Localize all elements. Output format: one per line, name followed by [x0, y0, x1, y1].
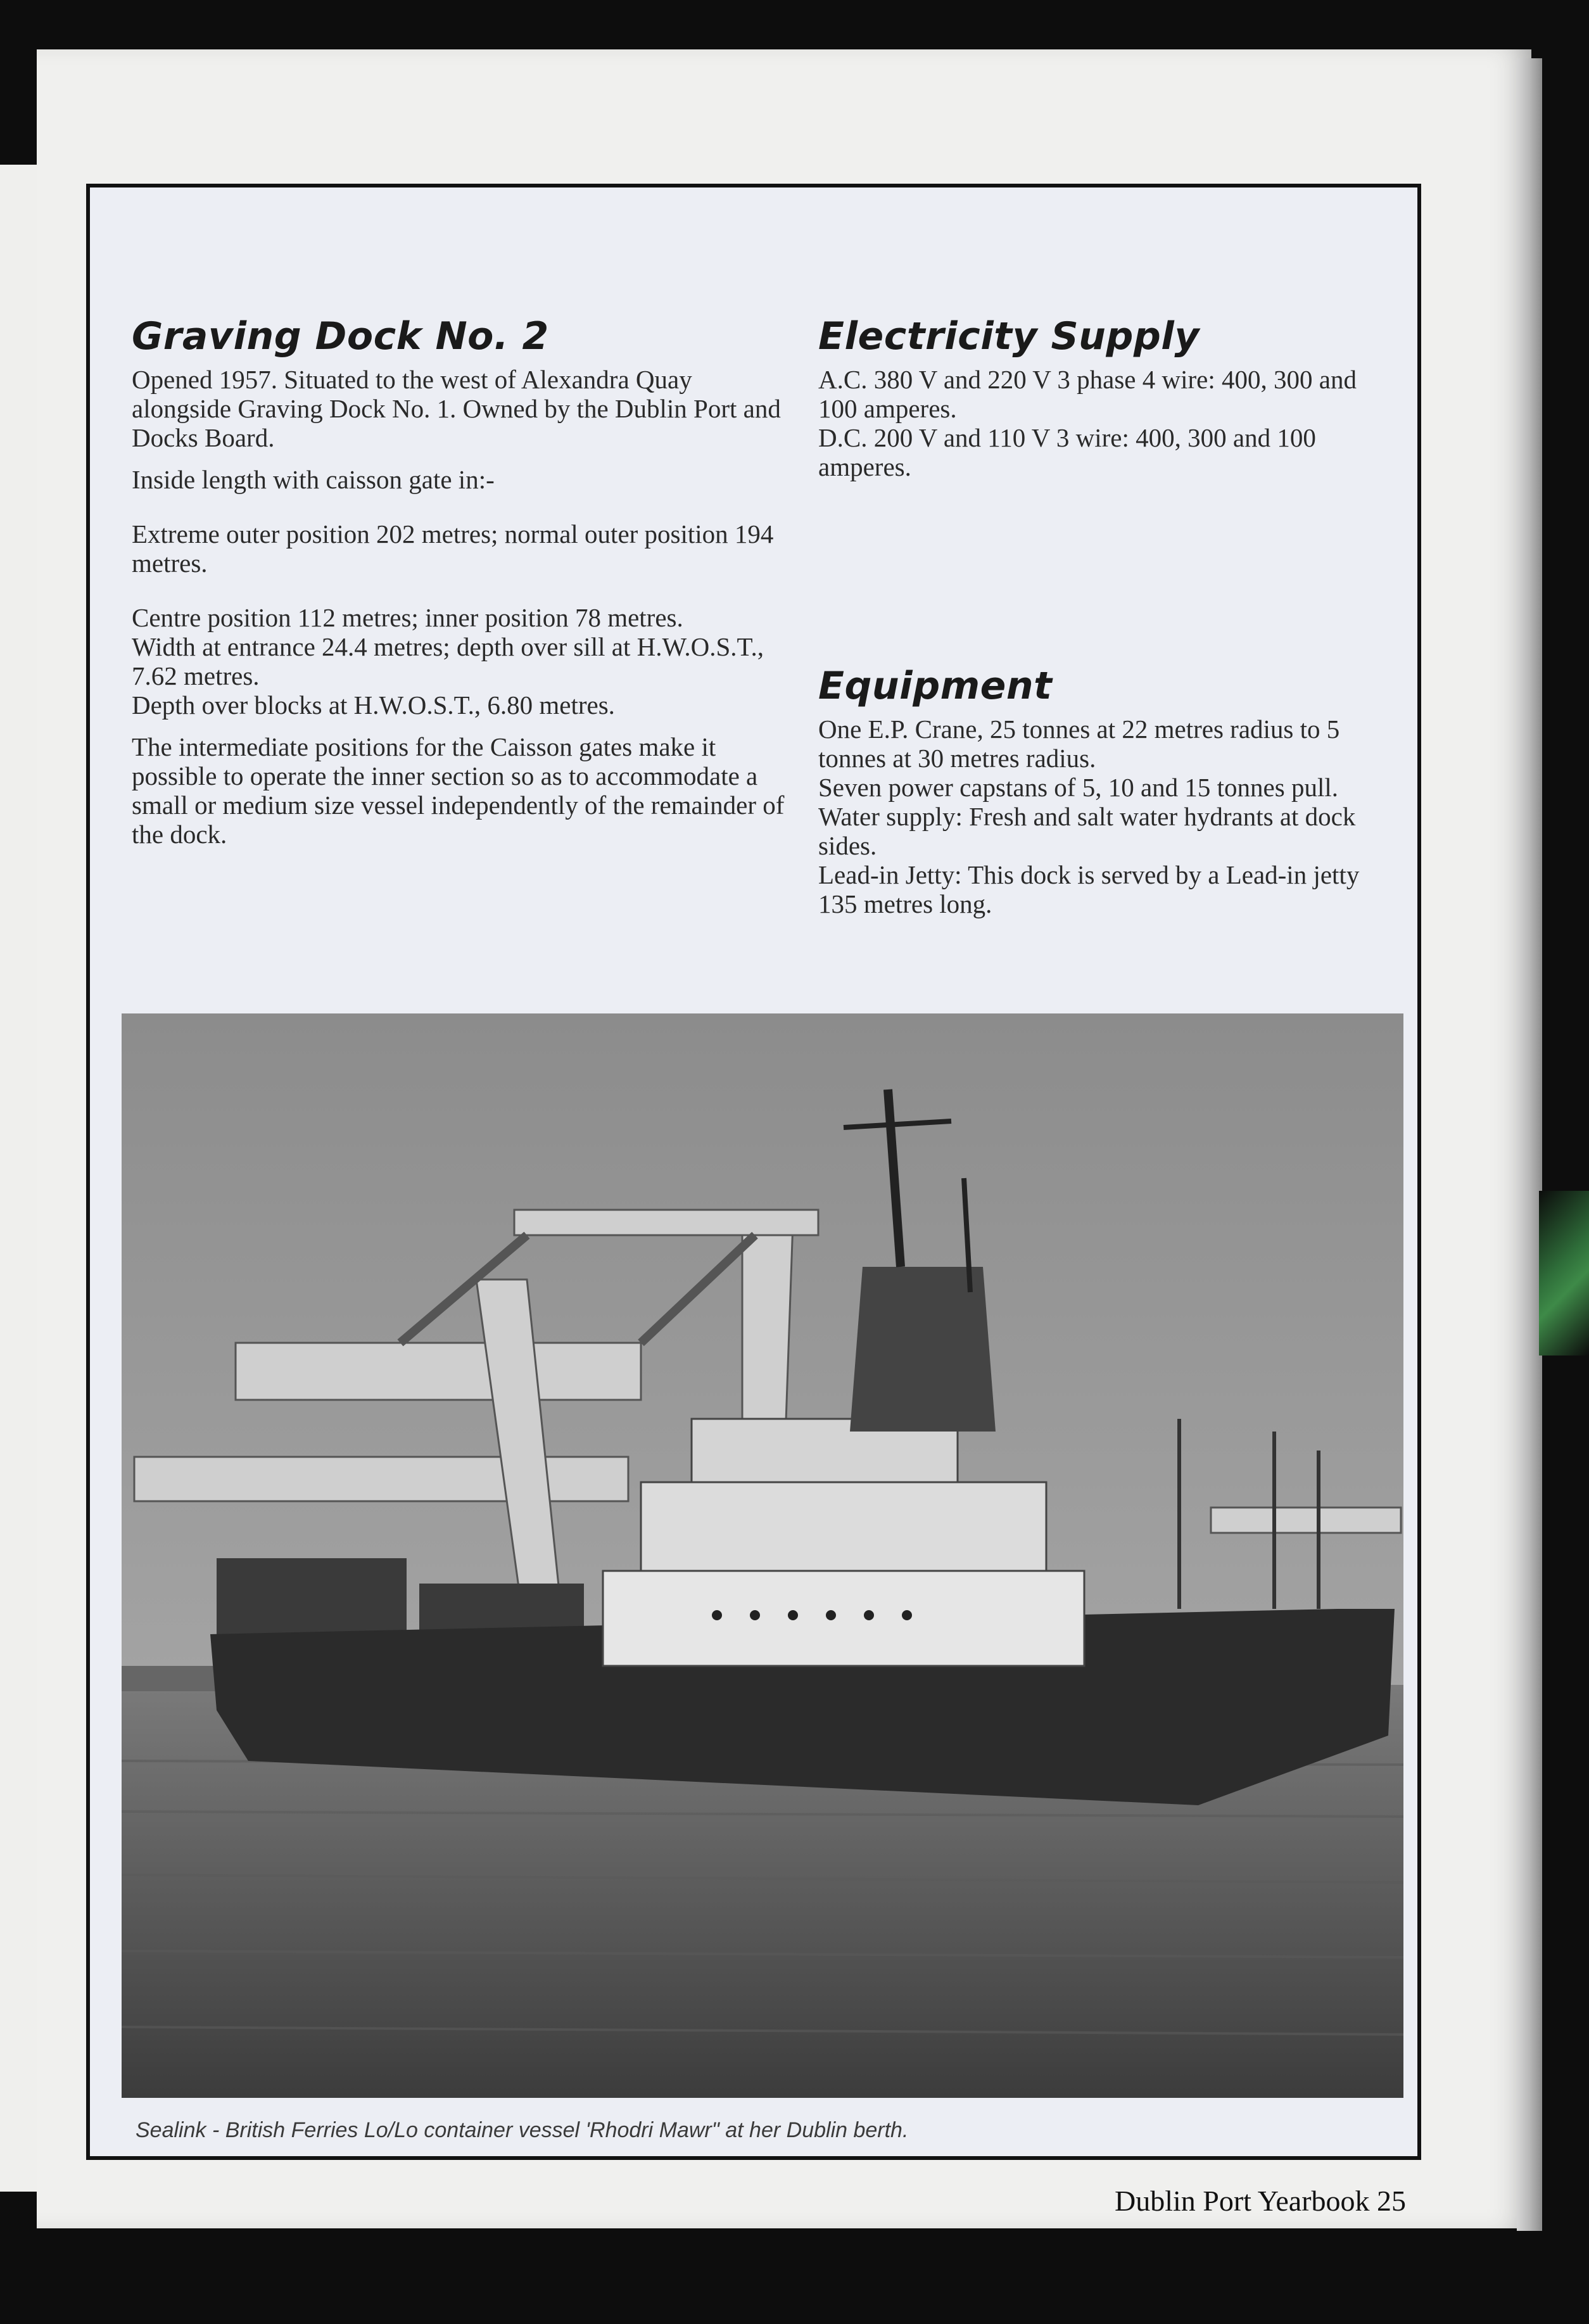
electricity-paragraph: D.C. 200 V and 110 V 3 wire: 400, 300 and 100 amperes. [818, 423, 1316, 481]
graving-dock-paragraph: Extreme outer position 202 metres; normal outer position 194 metres. [132, 519, 774, 578]
equipment-section [818, 664, 1376, 931]
content-frame [86, 184, 1421, 2160]
page-footer: Dublin Port Yearbook 25 [1115, 2185, 1407, 2217]
facing-page-edge [0, 165, 39, 2192]
background-green-strip [1539, 1191, 1589, 1356]
graving-dock-paragraph: Opened 1957. Situated to the west of Alexandra Quay alongside Graving Dock No. 1. Owned by the Dublin Port and Docks Board. [132, 365, 781, 452]
graving-dock-paragraph: Width at entrance 24.4 metres; depth over sill at H.W.O.S.T., 7.62 metres. [132, 632, 764, 690]
graving-dock-paragraph: The intermediate positions for the Caisson gates make it possible to operate the inner section so as to accommodate a small or medium size vessel independently of the remainder of the dock. [132, 732, 785, 849]
graving-dock-paragraph: Inside length with caisson gate in:- [132, 465, 495, 494]
photo-caption: Sealink - British Ferries Lo/Lo container vessel 'Rhodri Mawr" at her Dublin berth. [136, 2118, 909, 2142]
electricity-heading: Electricity Supply [818, 314, 1200, 359]
equipment-paragraph: Lead-in Jetty: This dock is served by a Lead-in jetty 135 metres long. [818, 860, 1360, 918]
page-edge-shadow [1517, 58, 1542, 2231]
equipment-paragraph: One E.P. Crane, 25 tonnes at 22 metres radius to 5 tonnes at 30 metres radius. [818, 714, 1340, 773]
graving-dock-paragraph: Centre position 112 metres; inner position 78 metres. [132, 603, 683, 632]
equipment-paragraph: Water supply: Fresh and salt water hydrants at dock sides. [818, 802, 1356, 860]
graving-dock-heading: Graving Dock No. 2 [132, 314, 549, 359]
ship-photo [122, 1013, 1403, 2098]
equipment-heading: Equipment [818, 664, 1053, 708]
electricity-section [818, 314, 1376, 494]
equipment-paragraph: Seven power capstans of 5, 10 and 15 tonnes pull. [818, 773, 1338, 802]
graving-dock-section [132, 314, 790, 861]
graving-dock-paragraph: Depth over blocks at H.W.O.S.T., 6.80 metres. [132, 690, 615, 720]
electricity-paragraph: A.C. 380 V and 220 V 3 phase 4 wire: 400, 300 and 100 amperes. [818, 365, 1357, 423]
ship-photo-illustration [122, 1013, 1403, 2098]
